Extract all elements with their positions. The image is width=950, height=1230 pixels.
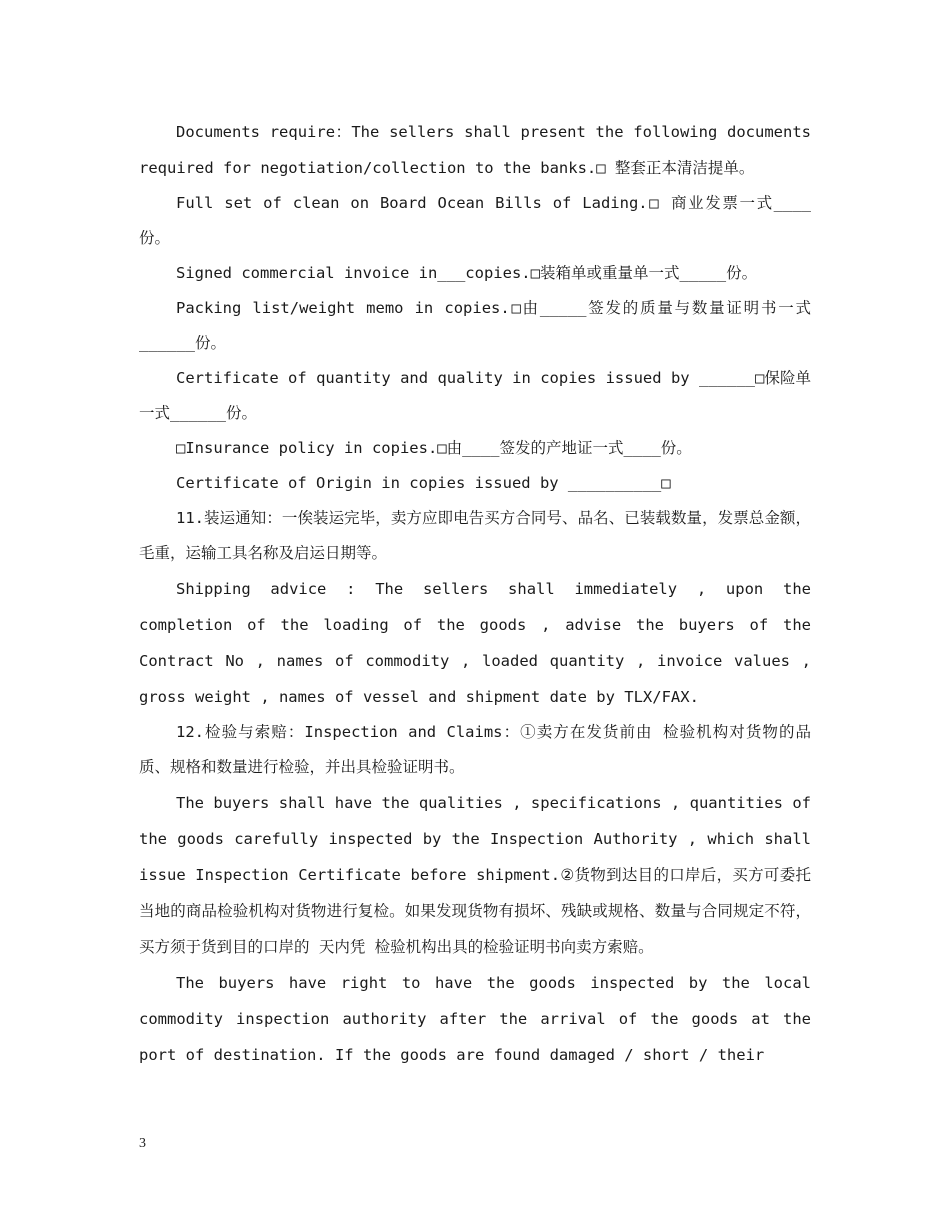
paragraph-insurance-policy: □Insurance policy in copies.□由____签发的产地证一式____份。 (176, 439, 692, 457)
paragraph-packing-list: Packing list/weight memo in copies.□由_____签发的质量与数量证明书一式______份。 (139, 299, 811, 352)
paragraph-shipping-notice-cn: 11.装运通知：一俟装运完毕，卖方应即电告买方合同号、品名、已装载数量，发票总金额，毛重，运输工具名称及启运日期等。 (139, 509, 811, 562)
paragraph-shipping-advice-en: Shipping advice : The sellers shall immediately , upon the completion of the loading of the goods , advise the buyers of the Contract No , names of commodity , loaded quantity , invoice values , gross weight , names of vessel and shipment date by TLX/FAX. (139, 580, 811, 706)
paragraph-bills-of-lading: Full set of clean on Board Ocean Bills of Lading.□ 商业发票一式____份。 (139, 194, 811, 247)
paragraph-inspection-claims-cn: 12.检验与索赔：Inspection and Claims：①卖方在发货前由 检验机构对货物的品质、规格和数量进行检验，并出具检验证明书。 (139, 723, 811, 776)
page-number: 3 (139, 1136, 146, 1151)
paragraph-documents-require: Documents require：The sellers shall present the following documents required for negotiation/collection to the banks.□ 整套正本清洁提单。 (139, 123, 811, 177)
paragraph-certificate-origin: Certificate of Origin in copies issued by __________□ (176, 474, 671, 492)
paragraph-certificate-quantity-quality: Certificate of quantity and quality in copies issued by ______□保险单一式______份。 (139, 369, 811, 422)
document-body (139, 114, 811, 1073)
paragraph-commercial-invoice: Signed commercial invoice in___copies.□装箱单或重量单一式_____份。 (176, 264, 758, 282)
paragraph-buyers-right: The buyers have right to have the goods inspected by the local commodity inspection authority after the arrival of the goods at the port of destination. If the goods are found damaged / short / their (139, 974, 811, 1064)
paragraph-inspection-en: The buyers shall have the qualities , specifications , quantities of the goods carefully inspected by the Inspection Authority , which shall issue Inspection Certificate before shipment.②货物到达目的口岸后，买方可委托当地的商品检验机构对货物进行复检。如果发现货物有损坏、残缺或规格、数量与合同规定不符，买方须于货到目的口岸的 天内凭 检验机构出具的检验证明书向卖方索赔。 (139, 794, 811, 956)
